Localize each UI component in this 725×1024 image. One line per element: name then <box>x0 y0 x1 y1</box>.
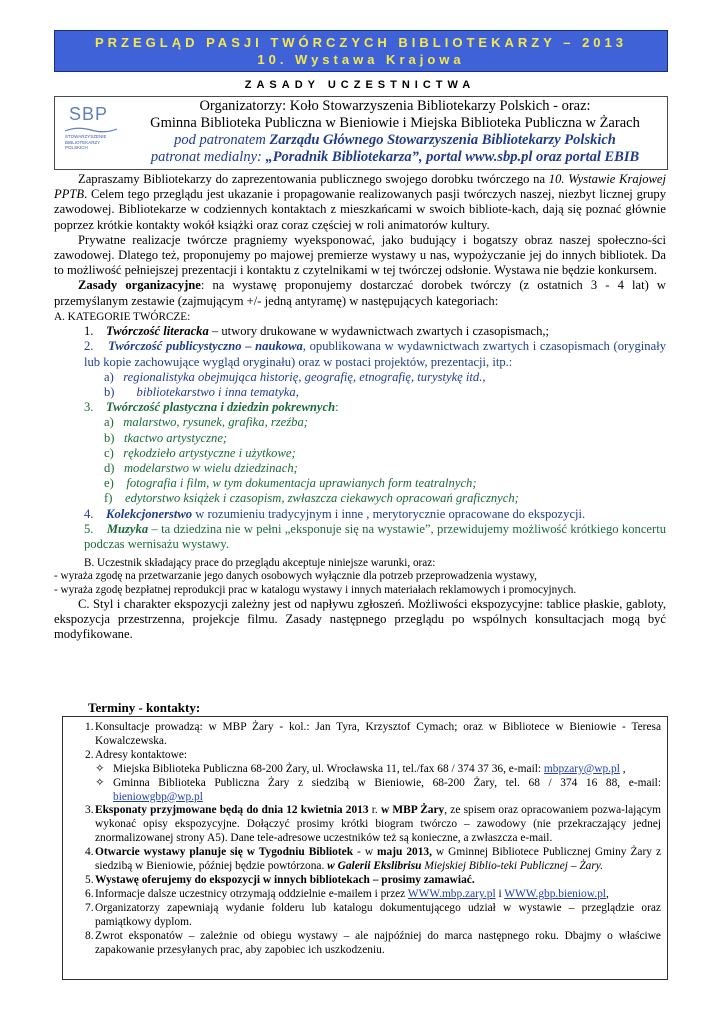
organizers-line-1: Organizatorzy: Koło Stowarzyszenia Bibliotekarzy Polskich - oraz: <box>199 98 591 114</box>
category-2-sub-b: b) bibliotekarstwo i inna tematyka, <box>104 384 299 399</box>
media-patronage-line: patronat medialny: „Poradnik Bibliotekarza”, portal www.sbp.pl oraz portal EBIB <box>150 149 640 165</box>
term-2: 2. Adresy kontaktowe: <box>85 748 188 761</box>
terms-box <box>62 716 668 980</box>
term-2-address-1: ✧ Miejska Biblioteka Publiczna 68-200 Żary, ul. Wrocławska 11, tel./fax 68 / 374 37 36, e-mail: mbpzary@wp.pl , <box>95 762 626 775</box>
email-link-mbp[interactable]: mbpzary@wp.pl <box>543 762 620 775</box>
logo-subtext: STOWARZYSZENIE BIBLIOTEKARZY POLSKICH <box>65 134 107 150</box>
diamond-bullet-icon: ✧ <box>95 762 105 775</box>
diamond-bullet-icon: ✧ <box>95 776 105 789</box>
category-2-sub-a: a) regionalistyka obejmująca historię, geografię, etnografię, turystykę itd., <box>104 369 486 384</box>
term-3: 3. Eksponaty przyjmowane będą do dnia 12 kwietnia 2013 r. w MBP Żary, ze spisem oraz opracowaniem pozwa-lającym wykonać opisy ekspozycyjne. Dołączyć prosimy krótki biogram twórczo – zawodowy (nie przekraczający jednej znormalizowanej strony A5). Dane tele-adresowe uczestników też są konieczne, a zwłaszcza e-mail. <box>85 804 661 845</box>
organizers-box <box>54 96 668 170</box>
category-3-sub-b: b) tkactwo artystyczne; <box>104 430 228 445</box>
intro-paragraph-2: Prywatne realizacje twórcze pragniemy wyeksponować, jako budujący i bogatszy obraz naszej społeczno-ści zawodowej. Dlatego też, proponujemy po majowej premierze wystawy u nas, wypożyczanie jej do innych bibliotek. Da to możliwość pełniejszej prezentacji i kontaktu z czytelnikami w tej twórczej odsłonie. Wystawa nie będzie konkursem. <box>54 232 666 278</box>
website-link-gbp[interactable]: WWW.gbp.bieniow.pl <box>504 887 606 900</box>
email-link-gbp[interactable]: bieniowgbp@wp.pl <box>113 790 203 803</box>
category-1: 1. Twórczość literacka – utwory drukowane w wydawnictwach zwartych i czasopismach,; <box>84 324 550 339</box>
section-c: C. Styl i charakter ekspozycji zależny jest od napływu zgłoszeń. Możliwości ekspozycyjne: tablice płaskie, gabloty, ekspozycja przestrzenna, projekcje filmu. Zasady następnego przeglądu po wspólnych konsultacjach mogą być modyfikowane. <box>54 597 666 642</box>
term-4: 4. Otwarcie wystawy planuje się w Tygodniu Bibliotek - w maju 2013, w Gminnej Bibliotece Publicznej Gminy Żary z siedzibą w Bieniowie, później będzie powtórzona. w Galerii Ekslibrisu Miejskiej Biblio-teki Publicznej – Żary. <box>85 846 662 873</box>
category-3-sub-e: e) fotografia i film, w tym dokumentacja uprawianych form teatralnych; <box>104 476 477 491</box>
category-3-sub-d: d) modelarstwo w wielu dziedzinach; <box>104 460 298 475</box>
organizers-line-2: Gminna Biblioteka Publiczna w Bieniowie i Miejska Biblioteka Publiczna w Żarach <box>150 115 640 131</box>
category-3-sub-a: a) malarstwo, rysunek, grafika, rzeźba; <box>104 415 308 430</box>
term-6: 6. Informacje dalsze uczestnicy otrzymają oddzielnie e-mailem i przez WWW.mbp.zary.pl i WWW.gbp.bieniow.pl, <box>85 887 609 900</box>
header-title: PRZEGLĄD PASJI TWÓRCZYCH BIBLIOTEKARZY – 2013 <box>94 35 627 50</box>
term-8: 8. Zwrot eksponatów – zależnie od obiegu wystawy – ale najpóźniej do marca następnego roku. Dbajmy o właściwe zapakowanie przesyłanych prac, aby zapobiec ich uszkodzeniu. <box>85 929 661 956</box>
header-subtitle: 10. Wystawa Krajowa <box>257 52 465 67</box>
category-2: 2. Twórczość publicystyczno – naukowa, opublikowana w wydawnictwach zwartych i czasopismach (oryginały lub kopie zachowujące wygląd oryginału) oraz w postaci projektów, prezentacji, itp.: <box>84 339 666 369</box>
term-7: 7. Organizatorzy zapewniają wydanie folderu lub katalogu dokumentującego udział w wystawie – przeglądzie oraz pamiątkowy dyplom. <box>85 901 661 928</box>
section-b: B. Uczestnik składający prace do przeglądu akceptuje niniejsze warunki, oraz: - wyraża zgodę na przetwarzanie jego danych osobowych wyłącznie dla potrzeb przeprowadzenia wystawy, - wyraża zgodę bezpłatnej reprodukcji prac w katalogu wystawy i innych materiałach reklamowych i promocyjnych. <box>54 557 577 596</box>
category-4: 4. Kolekcjonerstwo w rozumieniu tradycyjnym i inne , merytorycznie opracowane do ekspozycji. <box>84 506 586 521</box>
category-5: 5. Muzyka – ta dziedzina nie w pełni „eksponuje się na wystawie”, przewidujemy możliwość krótkiego koncertu podczas wernisażu wystawy. <box>84 521 666 551</box>
rules-title: ZASADY UCZESTNICTWA <box>244 79 476 91</box>
intro-paragraph-1: Zapraszamy Bibliotekarzy do zaprezentowania publicznego swojego dorobku twórczego na 10. Wystawie Krajowej PPTB. Celem tego przeglądu jest ukazanie i propagowanie realizowanych pasji twórczych naszej, niezbyt licznej grupy zawodowej. Bibliotekarze w codziennych kontaktach z mieszkańcami w swoich bibliote-kach, dają się poznać głównie poprzez krótkie kontakty wokół książki oraz coraz częściej w roli animatorów kultury. <box>54 172 666 232</box>
patronage-line: pod patronatem Zarządu Głównego Stowarzyszenia Bibliotekarzy Polskich <box>174 132 616 148</box>
website-link-mbp[interactable]: WWW.mbp.zary.pl <box>407 887 496 900</box>
intro-paragraph-3: Zasady organizacyjne: na wystawę proponujemy dostarczać dorobek twórczy (z ostatnich 3 - 4 lat) w przemyślanym zestawie (zajmującym +/- jedną antyramę) w następujących kategoriach: <box>54 278 667 308</box>
sbp-logo <box>59 100 123 164</box>
terms-heading: Terminy - kontakty: <box>88 700 201 715</box>
main-content <box>54 172 666 643</box>
term-2-address-2: ✧ Gminna Biblioteka Publiczna Żary z siedzibą w Bieniowie, 68-200 Żary, tel. 68 / 374 16 88, e-mail: bieniowgbp@wp.pl <box>95 776 661 803</box>
logo-text: SBP <box>69 104 109 124</box>
term-5: 5. Wystawę oferujemy do ekspozycji w innych bibliotekach – prosimy zamawiać. <box>85 873 475 886</box>
header-banner <box>54 30 668 72</box>
category-3-sub-c: c) rękodzieło artystyczne i użytkowe; <box>104 445 296 460</box>
categories-heading: A. KATEGORIE TWÓRCZE: <box>54 310 191 323</box>
logo-wave-icon <box>63 126 119 134</box>
category-3-sub-f: f) edytorstwo książek i czasopism, zwłaszcza ciekawych opracowań graficznych; <box>104 491 519 506</box>
organizers-text <box>125 98 665 166</box>
category-3: 3. Twórczość plastyczna i dziedzin pokrewnych: <box>84 400 339 415</box>
term-1: 1. Konsultacje prowadzą: w MBP Żary - kol.: Jan Tyra, Krzysztof Cymach; oraz w Bibliotece w Bieniowie - Teresa Kowalczewska. <box>85 721 661 747</box>
